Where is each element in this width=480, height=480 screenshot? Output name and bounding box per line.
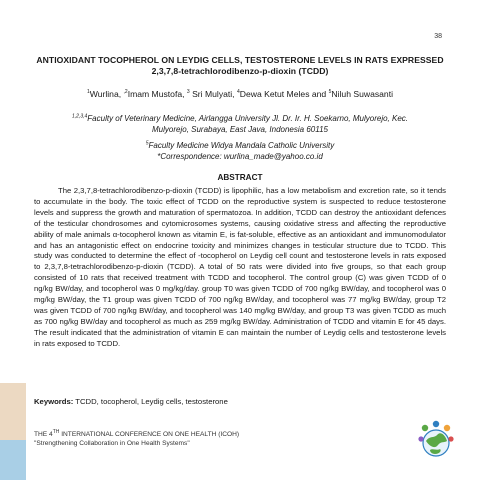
author-3-sup: 3 [186,89,190,96]
one-health-globe-icon [416,419,456,463]
keywords-label: Keywords: [34,397,74,406]
keywords [34,397,446,406]
author-1: Wurlina, [89,89,124,99]
abstract-heading: ABSTRACT [217,173,263,182]
decorative-side-band-blue [0,440,26,480]
author-5: Niluh Suwasanti [331,89,394,99]
conference-name-post: INTERNATIONAL CONFERENCE ON ONE HEALTH (ICOH) [59,431,240,438]
affiliation-1-line-1: Faculty of Veterinary Medicine, Airlangga University Jl. Dr. Ir. H. Soekarno, Mulyorejo, Kec. [87,114,408,123]
conference-name [34,430,239,439]
affiliation-2-line-1: Faculty Medicine Widya Mandala Catholic University [148,141,335,150]
affiliation-1-sup: 1,2,3,4 [71,113,88,120]
keywords-text: TCDD, tocopherol, Leydig cells, testosterone [73,397,228,406]
title-line-1: ANTIOXIDANT TOCOPHEROL ON LEYDIG CELLS, TESTOSTERONE LEVELS IN RATS EXPRESSED [36,55,444,65]
conference-theme: "Strengthening Collaboration in One Health Systems" [34,440,190,447]
author-2-sup: ,2 [123,89,128,96]
affiliation-2-sup: 5 [145,140,149,147]
abstract-body: The 2,3,7,8-tetrachlorodibenzo-p-dioxin (TCDD) is lipophilic, has a low metabolism and excretion rate, so it tends to accumulate in the body. The toxic effect of TCDD on the reproductive system is suspected to reduce testosterone levels and suppress the growth and maturation of spermatozoa. In addition, TCDD can destroy the antioxidant defences of the testicular chondrosomes and cytomicrosomes systems, causing oxidative stress and affecting the reproductive ability of male animals α-tocopherol known as vitamin E, is fat-soluble, effective as an antioxidant and immunomodulator and has an antagonistic effect on endocrine toxicity and minimizes changes in testicular structure due to TCDD. This study was conducted to determine the effect of -tocopherol on Leydig cell count and testosterone levels in rats exposed to 2,3,7,8-tetrachlorodibenzo-p-dioxin (TCDD). A total of 50 rats were divided into five groups, so that each group consisted of 10 rats that received treatment with TCDD and tocopherol. The control group (C) was given TCDD of 0 ng/kg BW/day, and tocopherol was 0 mg/kg/day. group T0 was given TCDD of 700 ng/kg BW/day, and tocopherol was 0 mg/kg BW/day, the T1 group was given TCDD of 700 ng/kg BW/day, and tocopherol was 77 mg/kg BW/day, group T2 was given TCDD of 700 ng/kg BW/day, and tocopherol was 140 mg/kg BW/day, and group T3 was given TCDD as much as 700 ng/kg BW/day and tocopherol as much as 259 mg/kg BW/day. Administration of TCDD and vitamin E for 45 days. The result indicated that the administration of vitamin E can maintain the number of Leydig cells and testosterone levels in rats exposed to TCDD. [34,186,446,348]
footer [34,430,239,448]
affiliation-1-line-2: Mulyorejo, Surabaya, East Java, Indonesia 60115 [152,124,328,134]
affiliation-2 [30,141,450,162]
paper-title [30,55,450,77]
conference-name-pre: THE 4 [34,431,53,438]
author-1-sup: 1 [86,89,90,96]
author-list [30,89,450,100]
author-4-sup: 4 [236,89,240,96]
author-5-sup: 5 [328,89,332,96]
page-number: 38 [434,33,442,40]
author-2: Imam Mustofa, [127,89,187,99]
conference-name-sup: TH [52,428,60,435]
title-line-2: 2,3,7,8-tetrachlorodibenzo-p-dioxin (TCDD) [151,66,329,76]
affiliation-1 [30,114,450,135]
author-3: Sri Mulyati, [189,89,237,99]
correspondence-email: *Correspondence: wurlina_made@yahoo.co.id [157,151,323,161]
author-4: Dewa Ketut Meles and [239,89,329,99]
